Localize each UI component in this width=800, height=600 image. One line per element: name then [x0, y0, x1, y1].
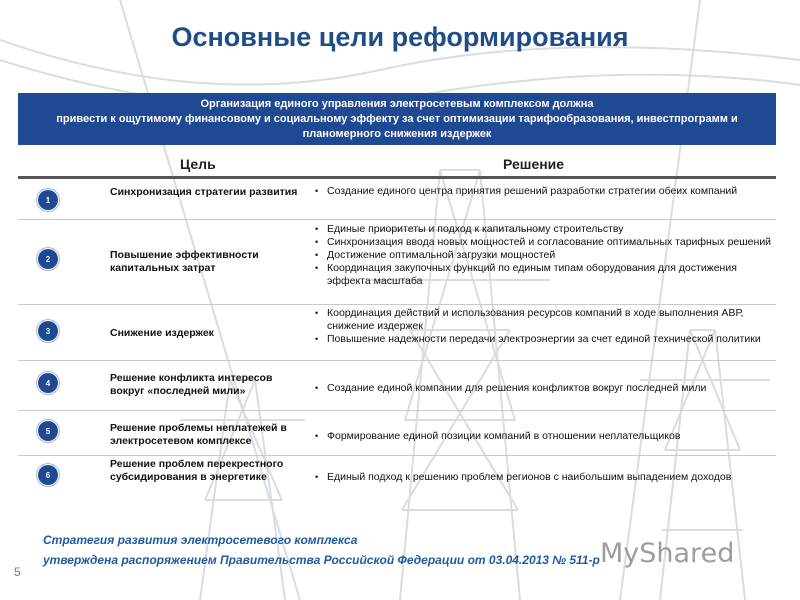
banner-line-3: планомерного снижения издержек — [302, 127, 492, 140]
banner-line-2: привести к ощутимому финансовому и социальному эффекту за счет оптимизации тарифообразования, инвестпрограмм и — [56, 112, 738, 125]
goal-text: Синхронизация стратегии развития — [110, 186, 298, 198]
table-row — [18, 220, 776, 305]
solution-item: • Создание единой компании для решения конфликтов вокруг последней мили — [313, 382, 773, 395]
goal-text: Решение проблем перекрестного субсидирования в энергетике — [110, 458, 284, 483]
goal-text: Решение конфликта интересов вокруг «последней мили» — [110, 372, 273, 397]
solution-list — [313, 223, 773, 288]
table-row — [18, 305, 776, 361]
solution-item: • Синхронизация ввода новых мощностей и согласование оптимальных тарифных решений — [313, 236, 773, 249]
row-number-badge: 5 — [38, 421, 58, 441]
solution-item: • Повышение надежности передачи электроэнергии за счет единой технической политики — [313, 333, 773, 346]
goal-text: Снижение издержек — [110, 327, 214, 339]
footer-line-1: Стратегия развития электросетевого комплекса — [43, 533, 358, 547]
banner-line-1: Организация единого управления электросетевым комплексом должна — [200, 97, 594, 110]
solution-list — [313, 430, 773, 443]
solution-item: • Формирование единой позиции компаний в отношении неплательщиков — [313, 430, 773, 443]
solution-list — [313, 185, 773, 198]
solution-list — [313, 307, 773, 346]
solution-item: • Создание единого центра принятия решений разработки стратегии обеих компаний — [313, 185, 773, 198]
page-title: Основные цели реформирования — [171, 22, 629, 52]
row-number-badge: 3 — [38, 321, 58, 341]
goal-text: Решение проблемы неплатежей в электросетевом комплексе — [110, 422, 287, 447]
table-row — [18, 180, 776, 220]
solution-item: • Координация действий и использования ресурсов компаний в ходе выполнения АВР, снижение издержек — [313, 307, 773, 333]
table-row — [18, 361, 776, 411]
watermark-logo: MyShared — [600, 538, 735, 569]
table-row — [18, 411, 776, 456]
solution-item: • Единый подход к решению проблем регионов с наибольшим выпадением доходов — [313, 471, 773, 484]
solution-item: • Координация закупочных функций по единым типам оборудования для достижения эффекта масштаба — [313, 262, 773, 288]
solution-item: • Единые приоритеты и подход к капитальному строительству — [313, 223, 773, 236]
solution-item: • Достижение оптимальной загрузки мощностей — [313, 249, 773, 262]
footer-line-2: утверждена распоряжением Правительства Российской Федерации от 03.04.2013 № 511-р — [43, 553, 600, 567]
footer-note — [43, 530, 600, 570]
goal-text: Повышение эффективности капитальных затрат — [110, 249, 259, 274]
row-number-badge: 1 — [38, 190, 58, 210]
solution-list — [313, 471, 773, 484]
row-number-badge: 4 — [38, 373, 58, 393]
row-number-badge: 2 — [38, 249, 58, 269]
solution-column-header: Решение — [503, 156, 565, 172]
solution-list — [313, 382, 773, 395]
header-divider — [18, 176, 776, 179]
page-number: 5 — [14, 565, 21, 579]
summary-banner — [18, 93, 776, 145]
table-row — [18, 456, 776, 500]
goal-column-header: Цель — [180, 156, 216, 172]
row-number-badge: 6 — [38, 465, 58, 485]
